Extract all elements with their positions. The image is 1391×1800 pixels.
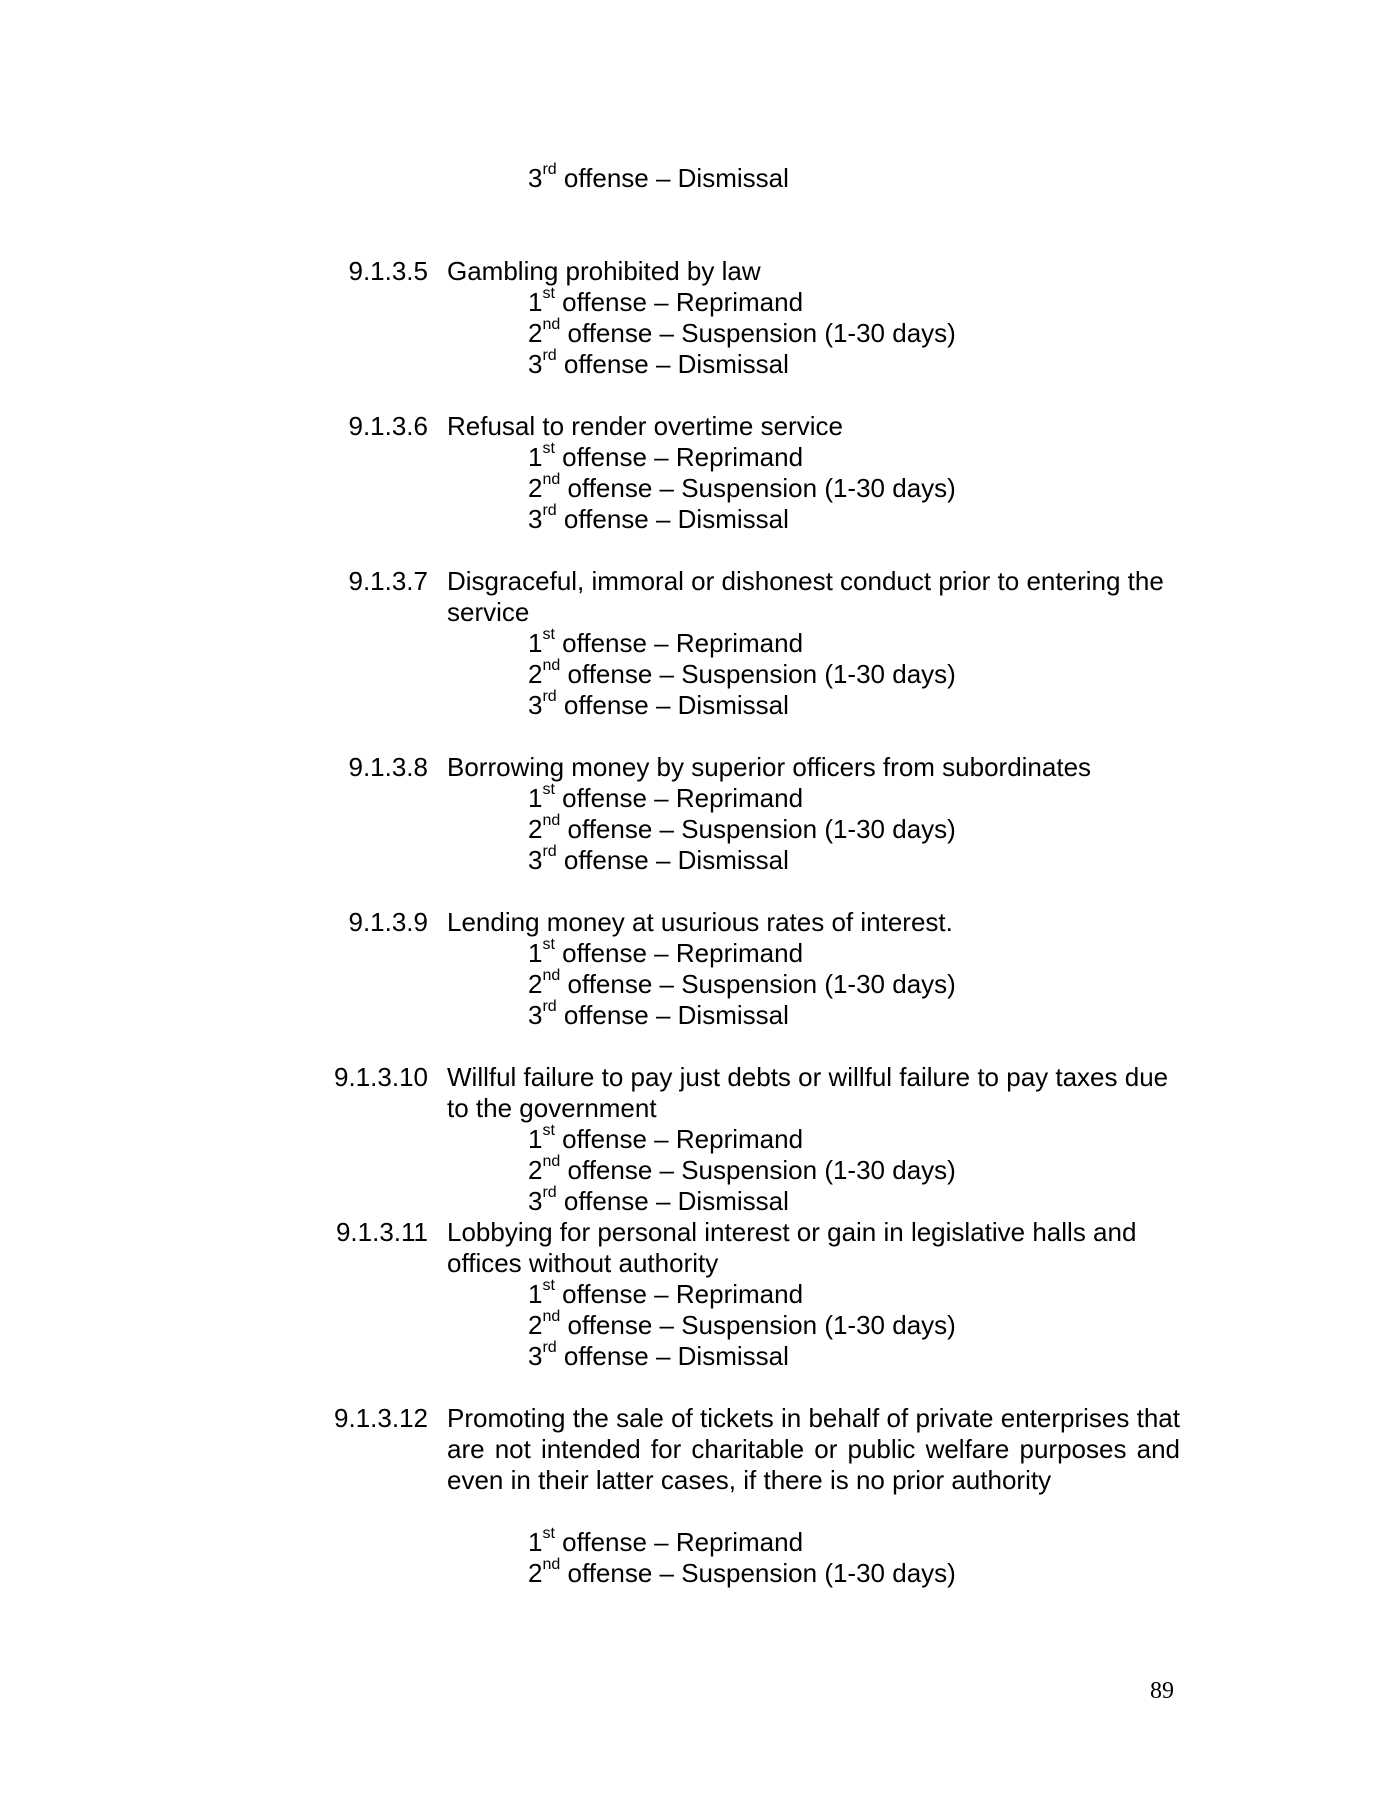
offense-line: 2nd offense – Suspension (1-30 days) [528,967,956,999]
offense-line: 2nd offense – Suspension (1-30 days) [528,316,956,348]
section-number: 9.1.3.12 [334,1403,428,1433]
offense-line: 3rd offense – Dismissal [528,688,789,720]
section-number: 9.1.3.10 [334,1062,428,1092]
section-number: 9.1.3.5 [348,256,428,286]
offense-line: 2nd offense – Suspension (1-30 days) [528,812,956,844]
offense-line: 1st offense – Reprimand [528,285,804,317]
offense-line: 1st offense – Reprimand [528,440,804,472]
section-number: 9.1.3.8 [348,752,428,782]
section-title: Disgraceful, immoral or dishonest conduct prior to entering the service [447,566,1164,627]
offense-line: 3rd offense – Dismissal [528,843,789,875]
offense-line: 3rd offense – Dismissal [528,502,789,534]
section-number: 9.1.3.11 [335,1217,428,1247]
offense-line: 3rd offense – Dismissal [528,161,789,193]
section-title: Borrowing money by superior officers from subordinates [447,752,1092,782]
section-title: Lending money at usurious rates of interest. [447,907,953,937]
offense-line: 1st offense – Reprimand [528,1525,804,1557]
section-title: Refusal to render overtime service [447,411,843,441]
offense-line: 3rd offense – Dismissal [528,1184,789,1216]
offense-line: 2nd offense – Suspension (1-30 days) [528,1556,956,1588]
offense-line: 1st offense – Reprimand [528,1277,804,1309]
section-number: 9.1.3.9 [348,907,428,937]
section-title: Lobbying for personal interest or gain in legislative halls and offices without authority [447,1217,1137,1278]
section-title: Promoting the sale of tickets in behalf of private enterprises that are not intended for charitable or public welfare purposes and even in their latter cases, if there is no prior authority [447,1403,1180,1495]
offense-line: 3rd offense – Dismissal [528,347,789,379]
offense-line: 1st offense – Reprimand [528,626,804,658]
offense-line: 2nd offense – Suspension (1-30 days) [528,471,956,503]
offense-line: 1st offense – Reprimand [528,936,804,968]
offense-line: 2nd offense – Suspension (1-30 days) [528,657,956,689]
offense-line: 3rd offense – Dismissal [528,1339,789,1371]
offense-line: 2nd offense – Suspension (1-30 days) [528,1308,956,1340]
offense-line: 3rd offense – Dismissal [528,998,789,1030]
offense-line: 1st offense – Reprimand [528,781,804,813]
offense-line: 1st offense – Reprimand [528,1122,804,1154]
page-number: 89 [1150,1678,1174,1704]
section-number: 9.1.3.6 [348,411,428,441]
offense-line: 2nd offense – Suspension (1-30 days) [528,1153,956,1185]
section-number: 9.1.3.7 [348,566,428,596]
section-title: Willful failure to pay just debts or willful failure to pay taxes due to the government [447,1062,1169,1123]
section-title: Gambling prohibited by law [447,256,761,286]
